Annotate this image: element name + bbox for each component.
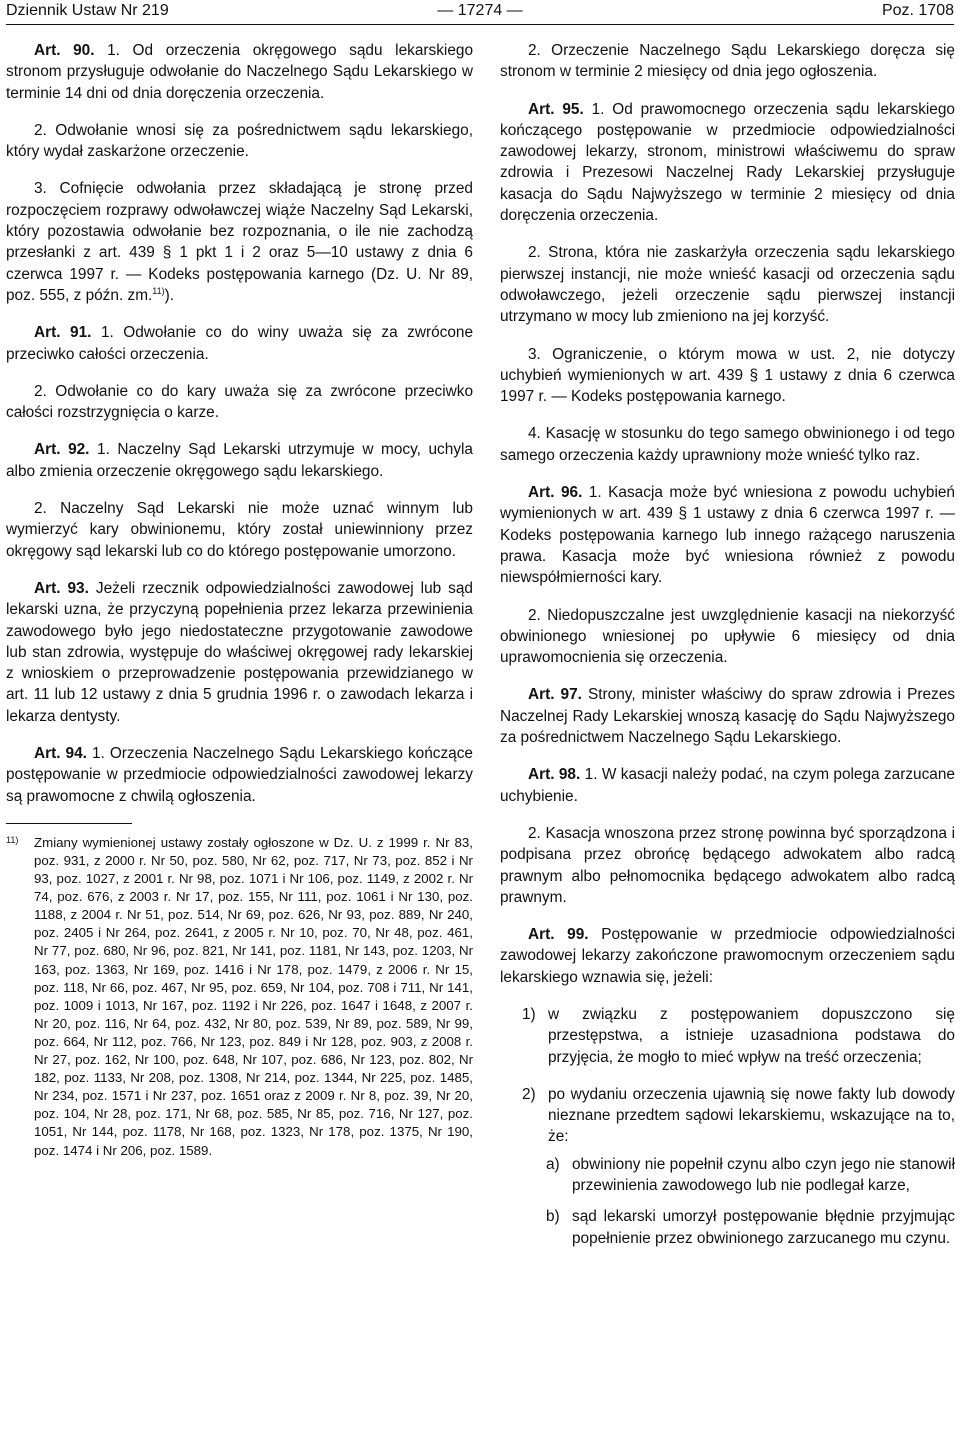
art90-par2: 2. Odwołanie wnosi się za pośrednictwem sądu lekarskiego, który wydał zaskarżone orzeczenie. <box>6 121 473 161</box>
article-number: Art. 97. <box>528 686 582 704</box>
art95-par3: 3. Ograniczenie, o którym mowa w ust. 2, nie dotyczy uchybień wymienionych w art. 439 § 1 ustawy z dnia 6 czerwca 1997 r. — Kodeks postępowania karnego. <box>500 345 955 406</box>
article-number: Art. 94. <box>34 745 87 763</box>
page-number: — 17274 — <box>437 2 523 19</box>
art91-par2: 2. Odwołanie co do kary uważa się za zwrócone przeciwko całości rozstrzygnięcia o karze. <box>6 382 473 422</box>
paragraph-text-end: ). <box>164 286 175 304</box>
sublist-marker: b) <box>546 1208 560 1226</box>
art91-par1 <box>6 322 473 365</box>
article-number: Art. 91. <box>34 324 92 342</box>
paragraph-text: 1. W kasacji należy podać, na czym polega zarzucane uchybienie. <box>500 766 955 805</box>
paragraph-text: 1. Od orzeczenia okręgowego sądu lekarskiego stronom przysługuje odwołanie do Naczelnego Sądu Lekarskiego w terminie 14 dni od dnia doręczenia orzeczenia. <box>6 42 474 102</box>
art94-par1 <box>6 743 473 807</box>
list-item <box>500 1084 955 1148</box>
right-column <box>500 40 955 1259</box>
art92-par1 <box>6 439 473 482</box>
art98-par1 <box>500 764 955 807</box>
art93 <box>6 578 473 727</box>
paragraph-text: 1. Kasacja może być wniesiona z powodu uchybień wymienionych w art. 439 § 1 ustawy z dnia 6 czerwca 1997 r. — Kodeks postępowania karnego lub innego rażącego naruszenia prawa. Kasacja może być wniesiona również z powodu niewspółmierności kary. <box>500 484 955 587</box>
position-number: Poz. 1708 <box>881 2 954 19</box>
footnote-reference[interactable]: 11) <box>152 285 165 296</box>
article-number: Art. 90. <box>34 42 95 59</box>
sublist-item <box>524 1206 955 1249</box>
footnote-divider <box>6 823 132 824</box>
art99 <box>500 924 955 988</box>
list-item-text: w związku z postępowaniem dopuszczono się przestępstwa, a istnieje uzasadniona podstawa do przyjęcia, że mogło to mieć wpływ na treść orzeczenia; <box>548 1005 955 1066</box>
art96-par1 <box>500 482 955 588</box>
art95-par2: 2. Strona, która nie zaskarżyła orzeczenia sądu lekarskiego pierwszej instancji, nie może wnieść kasacji od orzeczenia sądu odwoławczego, jeżeli orzeczenie sądu pierwszej instancji utrzymano w mocy lub zmieniono na jej korzyść. <box>500 244 955 326</box>
art90-par3 <box>6 178 473 306</box>
paragraph-text: 1. Naczelny Sąd Lekarski utrzymuje w mocy, uchyla albo zmienia orzeczenie okręgowego sądu lekarskiego. <box>6 441 473 480</box>
article-number: Art. 95. <box>528 100 584 118</box>
art92-par2: 2. Naczelny Sąd Lekarski nie może uznać winnym lub wymierzyć kary obwinionemu, który został uniewinniony przez okręgowy sąd lekarski lub co do którego postępowanie umorzono. <box>6 500 473 560</box>
art97 <box>500 684 955 748</box>
list-item <box>500 1004 955 1068</box>
list-marker: 2) <box>522 1085 536 1103</box>
sublist-item-text: obwiniony nie popełnił czynu albo czyn jego nie stanowił przewinienia zawodowego lub nie podlegał karze, <box>572 1155 955 1195</box>
paragraph-text: Strony, minister właściwy do spraw zdrowia i Prezes Naczelnej Rady Lekarskiej wnoszą kasację do Sądu Najwyższego za pośrednictwem Naczelnego Sądu Lekarskiego. <box>500 686 955 747</box>
paragraph-text: 1. Orzeczenia Naczelnego Sądu Lekarskiego kończące postępowanie w przedmiocie odpowiedzialności zawodowej lekarzy są prawomocne z chwilą ogłoszenia. <box>6 745 473 805</box>
paragraph-text: 1. Odwołanie co do winy uważa się za zwrócone przeciwko całości orzeczenia. <box>6 324 474 363</box>
art98-par2: 2. Kasacja wnoszona przez stronę powinna być sporządzona i podpisana przez obrońcę będącego adwokatem albo radcą prawnym albo pełnomocnika będącego adwokatem albo radcą prawnym. <box>500 824 955 906</box>
list-marker: 1) <box>522 1005 536 1023</box>
article-number: Art. 93. <box>34 579 89 597</box>
article-number: Art. 99. <box>528 926 589 944</box>
paragraph-text: Jeżeli rzecznik odpowiedzialności zawodowej lub sąd lekarski uzna, że przyczyną popełnienia przez lekarza przewinienia zawodowego było jego niedostateczne przygotowanie zawodowe lub stan zdrowia, występuje do właściwej okręgowej rady lekarskiej z wnioskiem o przeprowadzenie postępowania przewidzianego w art. 11 lub 12 ustawy z dnia 5 grudnia 1996 r. o zawodach lekarza i lekarza dentysty. <box>6 579 473 725</box>
art94-par2: 2. Orzeczenie Naczelnego Sądu Lekarskiego doręcza się stronom w terminie 2 miesięcy od dnia jego ogłoszenia. <box>500 42 955 81</box>
sublist-item-text: sąd lekarski umorzył postępowanie błędnie przyjmując popełnienie przez obwinionego zarzucanego mu czynu. <box>572 1208 955 1247</box>
paragraph-text: Postępowanie w przedmiocie odpowiedzialności zawodowej lekarzy zakończone prawomocnym orzeczeniem sądu lekarskiego wznawia się, jeżeli: <box>500 926 955 986</box>
art96-par2: 2. Niedopuszczalne jest uwzględnienie kasacji na niekorzyść obwinionego wniesionej po upływie 6 miesięcy od dnia uprawomocnienia się orzeczenia. <box>500 606 955 667</box>
footnote-text: Zmiany wymienionej ustawy zostały ogłoszone w Dz. U. z 1999 r. Nr 83, poz. 931, z 2000 r. Nr 50, poz. 580, Nr 62, poz. 717, Nr 73, poz. 852 i Nr 93, poz. 1027, z 2001 r. Nr 98, poz. 1071 i Nr 106, poz. 1149, z 2002 r. Nr 74, poz. 676, z 2003 r. Nr 17, poz. 155, Nr 111, poz. 1061 i Nr 130, poz. 1188, z 2004 r. Nr 51, poz. 514, Nr 69, poz. 626, Nr 93, poz. 889, Nr 240, poz. 2405 i Nr 264, poz. 2641, z 2005 r. Nr 10, poz. 70, Nr 48, poz. 461, Nr 77, poz. 680, Nr 96, poz. 821, Nr 141, poz. 1181, Nr 143, poz. 1203, Nr 163, poz. 1363, Nr 169, poz. 1416 i Nr 178, poz. 1479, z 2006 r. Nr 15, poz. 118, Nr 66, poz. 467, Nr 95, poz. 659, Nr 104, poz. 708 i 711, Nr 141, poz. 1009 i 1013, Nr 167, poz. 1192 i Nr 226, poz. 1647 i 1648, z 2007 r. Nr 20, poz. 116, Nr 64, poz. 432, Nr 80, poz. 539, Nr 89, poz. 589, Nr 99, poz. 664, Nr 112, poz. 766, Nr 123, poz. 849 i Nr 128, poz. 903, z 2008 r. Nr 27, poz. 162, Nr 100, poz. 648, Nr 107, poz. 686, Nr 123, poz. 802, Nr 182, poz. 1133, Nr 208, poz. 1308, Nr 214, poz. 1344, Nr 225, poz. 1485, Nr 234, poz. 1571 i Nr 237, poz. 1651 oraz z 2009 r. Nr 8, poz. 39, Nr 20, poz. 104, Nr 28, poz. 171, Nr 68, poz. 585, Nr 85, poz. 716, Nr 127, poz. 1051, Nr 144, poz. 1178, Nr 168, poz. 1323, Nr 178, poz. 1375, Nr 190, poz. 1474 i Nr 206, poz. 1589. <box>34 834 473 1158</box>
journal-title: Dziennik Ustaw Nr 219 <box>6 2 169 19</box>
art95-par1 <box>500 99 955 227</box>
footnote <box>6 834 473 1160</box>
article-number: Art. 98. <box>528 766 581 784</box>
footnote-mark: 11) <box>6 834 19 845</box>
header-divider <box>6 24 954 25</box>
art90-par1 <box>6 40 473 104</box>
paragraph-text: 3. Cofnięcie odwołania przez składającą je stronę przed rozpoczęciem rozprawy odwoławczej wiąże Naczelny Sąd Lekarski, który pozostawia odwołanie bez rozpoznania, o ile nie zachodzą przesłanki z art. 439 § 1 pkt 1 i 2 oraz 5—10 ustawy z dnia 6 czerwca 1997 r. — Kodeks postępowania karnego (Dz. U. Nr 89, poz. 555, z późn. zm. <box>6 180 473 304</box>
page-header <box>6 0 954 24</box>
paragraph-text: 1. Od prawomocnego orzeczenia sądu lekarskiego kończącego postępowanie w przedmiocie odpowiedzialności zawodowej lekarzy, stronom, ministrowi właściwemu do spraw zdrowia i Prezesowi Naczelnej Rady Lekarskiej przysługuje kasacja do Sądu Najwyższego w terminie 2 miesięcy od dnia doręczenia orzeczenia. <box>500 100 955 225</box>
art95-par4: 4. Kasację w stosunku do tego samego obwinionego i od tego samego orzeczenia każdy uprawniony może wnieść tylko raz. <box>500 425 955 464</box>
sublist-item <box>524 1154 955 1197</box>
left-column <box>6 40 473 1160</box>
article-number: Art. 96. <box>528 484 583 502</box>
sublist-marker: a) <box>546 1155 560 1173</box>
article-number: Art. 92. <box>34 441 90 459</box>
sublist <box>500 1154 955 1249</box>
list-item-text: po wydaniu orzeczenia ujawnią się nowe fakty lub dowody nieznane przedtem sądowi lekarskiemu, wskazujące na to, że: <box>548 1085 955 1146</box>
